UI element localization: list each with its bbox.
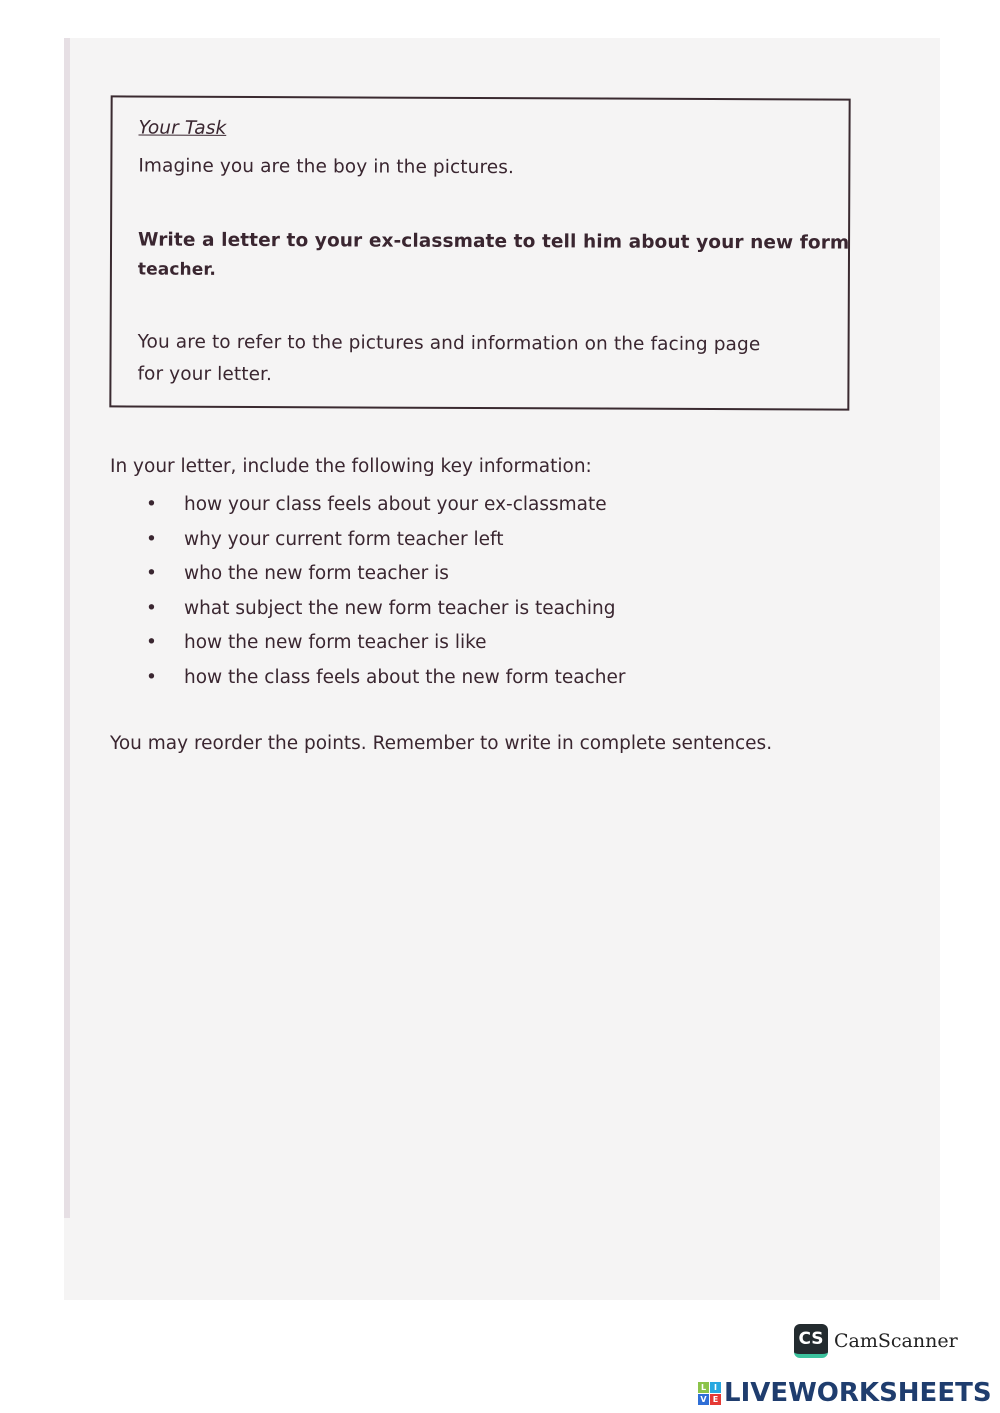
lw-letter: I	[710, 1382, 721, 1393]
list-item-text: what subject the new form teacher is teaching	[184, 597, 616, 619]
task-line-write-1: Write a letter to your ex-classmate to tell him about your new form	[138, 229, 850, 254]
page-edge-shadow	[64, 38, 70, 1218]
task-box	[109, 95, 850, 410]
list-item	[146, 523, 626, 558]
list-item	[146, 488, 626, 523]
list-item	[146, 661, 626, 696]
liveworksheets-logo	[698, 1378, 992, 1408]
task-line-refer-1: You are to refer to the pictures and information on the facing page	[137, 331, 761, 356]
task-line-refer-2: for your letter.	[137, 363, 273, 386]
list-item-text: how your class feels about your ex-classmate	[184, 494, 607, 515]
bullet-icon: •	[146, 563, 157, 585]
list-item	[146, 557, 626, 592]
bullet-icon: •	[146, 494, 157, 515]
key-info-list	[146, 488, 626, 696]
list-item-text: why your current form teacher left	[184, 528, 504, 550]
list-item-text: how the new form teacher is like	[184, 632, 487, 654]
camscanner-label: CamScanner	[834, 1330, 958, 1352]
bullet-icon: •	[146, 632, 157, 654]
list-item	[146, 592, 626, 627]
list-item	[146, 626, 626, 661]
lw-letter: L	[698, 1382, 709, 1393]
closing-instruction: You may reorder the points. Remember to write in complete sentences.	[110, 733, 773, 754]
camscanner-watermark	[794, 1324, 958, 1358]
lw-letter: V	[698, 1394, 709, 1405]
liveworksheets-icon	[698, 1382, 721, 1405]
list-item-text: who the new form teacher is	[184, 563, 449, 585]
task-line-imagine: Imagine you are the boy in the pictures.	[138, 155, 515, 179]
lw-letter: E	[710, 1394, 721, 1405]
camscanner-logo-icon: CS	[794, 1324, 828, 1358]
bullet-icon: •	[146, 528, 157, 550]
bullet-icon: •	[146, 597, 157, 619]
bullet-icon: •	[146, 666, 157, 688]
key-info-intro: In your letter, include the following key information:	[110, 456, 592, 477]
task-title: Your Task	[138, 117, 227, 139]
list-item-text: how the class feels about the new form teacher	[184, 666, 626, 688]
task-line-write-2: teacher.	[137, 259, 217, 280]
liveworksheets-label: LIVEWORKSHEETS	[724, 1378, 992, 1408]
